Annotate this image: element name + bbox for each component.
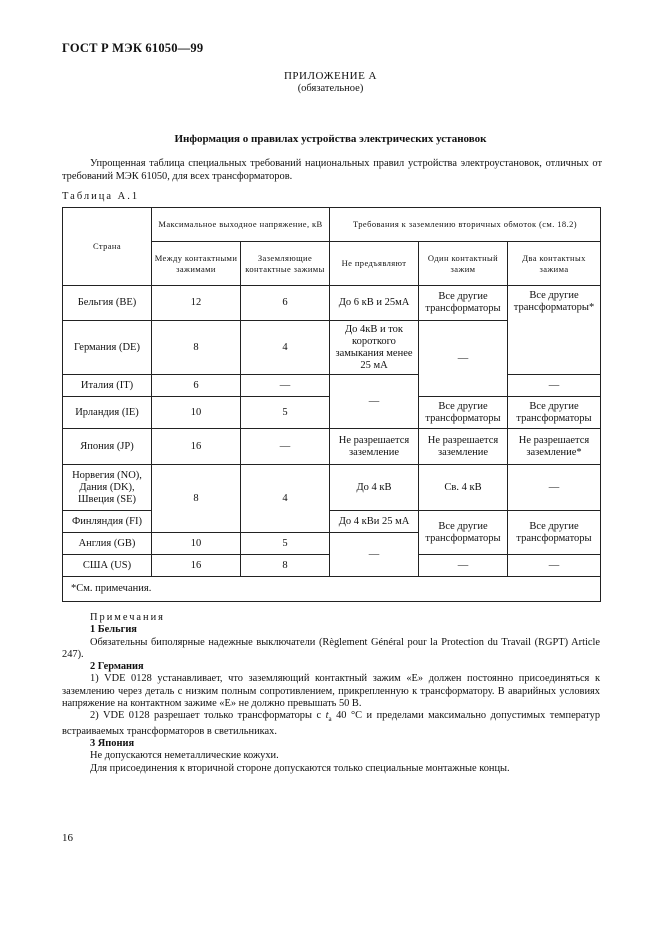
table-cell: 8 bbox=[152, 465, 241, 533]
header-one-terminal: Один контактный зажим bbox=[419, 242, 508, 286]
table-cell: Св. 4 кВ bbox=[419, 465, 508, 511]
table-cell: Все другие трансформаторы bbox=[419, 286, 508, 321]
page-number: 16 bbox=[62, 832, 73, 844]
header-grounding-terminals: Заземляющие контактные зажимы bbox=[241, 242, 330, 286]
table-cell: 4 bbox=[241, 321, 330, 375]
note-1-text: Обязательны биполярные надежные выключатели (Règlement Général pour la Protection du Travail (RGPT) Article 247). bbox=[62, 636, 600, 660]
header-between-terminals: Между контактными зажимами bbox=[152, 242, 241, 286]
table-caption: Таблица А.1 bbox=[62, 191, 140, 202]
table-cell: До 4кВ и ток короткого замыкания менее 25 мА bbox=[330, 321, 419, 375]
appendix-title: ПРИЛОЖЕНИЕ А bbox=[283, 70, 377, 82]
table-cell: Не разрешается заземление* bbox=[508, 429, 601, 465]
table-cell: — bbox=[241, 429, 330, 465]
table-footnote: *См. примечания. bbox=[63, 577, 601, 602]
table-cell: 10 bbox=[152, 397, 241, 429]
header-max-voltage: Максимальное выходное напряжение, кВ bbox=[152, 208, 330, 242]
note-2-title: 2 Германия bbox=[90, 661, 144, 673]
note-2-paragraph-2 bbox=[62, 710, 600, 738]
table-cell: — bbox=[241, 375, 330, 397]
table-cell: — bbox=[419, 555, 508, 577]
table-cell: Англия (GB) bbox=[63, 533, 152, 555]
requirements-table bbox=[62, 207, 601, 602]
table-cell: — bbox=[508, 465, 601, 511]
table-cell: — bbox=[508, 555, 601, 577]
notes-section bbox=[62, 612, 600, 775]
ta-subscript: a bbox=[328, 715, 332, 724]
table-cell: 8 bbox=[241, 555, 330, 577]
note-2-text-a: 2) VDE 0128 разрешает только трансформаторы с bbox=[90, 710, 322, 722]
intro-paragraph: Упрощенная таблица специальных требований национальных правил устройства электроустановок, отличных от требований МЭК 61050, для всех трансформаторов. bbox=[62, 158, 602, 182]
table-cell: — bbox=[508, 375, 601, 397]
table-cell: 6 bbox=[241, 286, 330, 321]
table-cell: — bbox=[330, 375, 419, 429]
table-cell: Все другие трансформаторы bbox=[419, 397, 508, 429]
table-cell: 4 bbox=[241, 465, 330, 533]
header-two-terminals: Два контактных зажима bbox=[508, 242, 601, 286]
table-cell: Япония (JP) bbox=[63, 429, 152, 465]
header-grounding: Требования к заземлению вторичных обмоток (см. 18.2) bbox=[330, 208, 601, 242]
table-cell: 8 bbox=[152, 321, 241, 375]
table-cell: Италия (IT) bbox=[63, 375, 152, 397]
table-cell: 10 bbox=[152, 533, 241, 555]
note-2-text-b: 40 °С и пределами максимально допустимых температур встраиваемых трансформаторов в светильниках. bbox=[62, 710, 601, 737]
table-cell: 16 bbox=[152, 555, 241, 577]
notes-heading: Примечания bbox=[90, 612, 165, 623]
table-cell: Все другие трансформаторы bbox=[508, 397, 601, 429]
table-cell: Все другие трансформаторы* bbox=[508, 286, 601, 375]
table-cell: До 6 кВ и 25мА bbox=[330, 286, 419, 321]
table-cell: Бельгия (BE) bbox=[63, 286, 152, 321]
ta-symbol: t bbox=[325, 710, 329, 722]
table-cell: 16 bbox=[152, 429, 241, 465]
header-not-required: Не предъявляют bbox=[330, 242, 419, 286]
table-cell: — bbox=[419, 321, 508, 397]
document-header: ГОСТ Р МЭК 61050—99 bbox=[62, 41, 204, 55]
note-3-title: 3 Япония bbox=[90, 738, 135, 750]
table-cell: Не разрешается заземление bbox=[419, 429, 508, 465]
section-title: Информация о правилах устройства электрических установок bbox=[174, 133, 487, 145]
table-cell: 5 bbox=[241, 397, 330, 429]
note-1-title: 1 Бельгия bbox=[90, 624, 137, 636]
table-cell: Финляндия (FI) bbox=[63, 511, 152, 533]
table-cell: Ирландия (IE) bbox=[63, 397, 152, 429]
note-2-paragraph-1: 1) VDE 0128 устанавливает, что заземляющий контактный зажим «Е» должен постоянно присоединяться к заземлению через деталь с низким полным сопротивлением, прикрепленную к трансформатору. В аварийных условиях напряжение на контактном зажиме «Е» не должно превышать 50 В. bbox=[62, 673, 600, 710]
note-3-paragraph-2: Для присоединения к вторичной стороне допускаются только специальные монтажные концы. bbox=[90, 762, 510, 774]
table-cell: Все другие трансформаторы bbox=[508, 511, 601, 555]
table-cell: 5 bbox=[241, 533, 330, 555]
table-cell: Германия (DE) bbox=[63, 321, 152, 375]
table-cell: Норвегия (NO), Дания (DK), Швеция (SE) bbox=[63, 465, 152, 511]
table-cell: До 4 кВи 25 мА bbox=[330, 511, 419, 533]
table-cell: США (US) bbox=[63, 555, 152, 577]
appendix-subtitle: (обязательное) bbox=[297, 83, 364, 94]
table-cell: Все другие трансформаторы bbox=[419, 511, 508, 555]
table-cell: До 4 кВ bbox=[330, 465, 419, 511]
note-3-paragraph-1: Не допускаются неметаллические кожухи. bbox=[90, 750, 279, 762]
table-cell: Не разрешается заземление bbox=[330, 429, 419, 465]
table-cell: 6 bbox=[152, 375, 241, 397]
table-cell: — bbox=[330, 533, 419, 577]
header-country: Страна bbox=[63, 208, 152, 286]
table-cell: 12 bbox=[152, 286, 241, 321]
